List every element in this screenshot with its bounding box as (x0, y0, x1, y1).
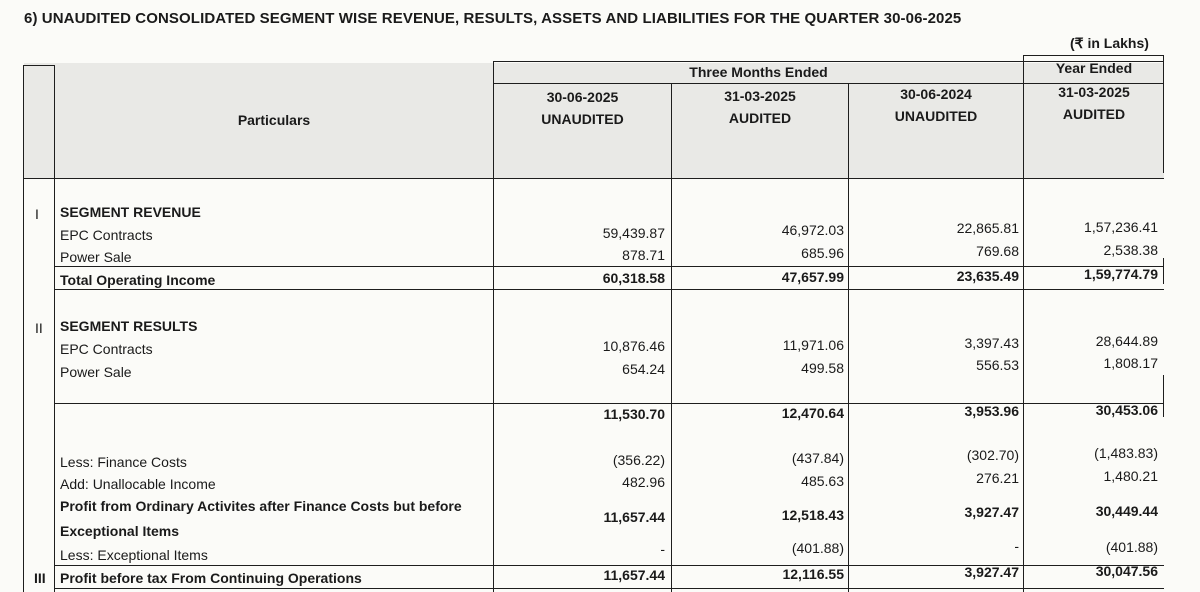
row-label: Power Sale (60, 364, 132, 380)
cell-value: 556.53 (976, 357, 1019, 373)
cell-value: 485.63 (801, 473, 844, 489)
cell-value: - (660, 541, 665, 557)
row-label: EPC Contracts (60, 227, 153, 243)
cell-value: 3,927.47 (964, 504, 1019, 520)
cell-value: 3,953.96 (964, 403, 1019, 419)
table-border-right (1163, 375, 1164, 417)
cell-value: 1,59,774.79 (1084, 266, 1158, 282)
section-number: II (35, 320, 43, 336)
cell-value: 10,876.46 (602, 338, 665, 354)
cell-value: 11,530.70 (603, 406, 665, 422)
row-label: Less: Finance Costs (60, 454, 187, 470)
cell-value: 11,657.44 (603, 509, 665, 525)
section-number: I (35, 206, 39, 222)
cell-value: 276.21 (976, 470, 1019, 486)
col-divider (54, 65, 55, 592)
section-heading: Profit before tax From Continuing Operations (60, 570, 362, 586)
year-ended-header: Year Ended (1055, 60, 1133, 76)
three-months-header: Three Months Ended (689, 64, 828, 80)
section-number: III (34, 570, 46, 586)
row-label: Profit from Ordinary Activites after Finance Costs but before (60, 498, 462, 514)
row-label: Total Operating Income (60, 272, 216, 288)
cell-value: 30,047.56 (1095, 563, 1158, 579)
cell-value: 22,865.81 (956, 220, 1019, 236)
cell-value: 685.96 (801, 245, 844, 261)
cell-value: (356.22) (612, 452, 665, 468)
cell-value: 12,470.64 (781, 405, 844, 421)
row-label: Less: Exceptional Items (60, 547, 208, 563)
table-border-left (23, 65, 24, 592)
column-date: 31-03-2025 (1058, 84, 1130, 100)
cell-value: 2,538.38 (1103, 242, 1158, 258)
row-line (23, 65, 55, 66)
row-line (54, 588, 1164, 589)
column-status: UNAUDITED (541, 111, 624, 127)
cell-value: 499.58 (801, 360, 844, 376)
cell-value: 12,116.55 (782, 566, 844, 582)
cell-value: - (1014, 538, 1019, 554)
row-line (54, 266, 1164, 267)
cell-value: 11,971.06 (782, 337, 844, 353)
row-line (1023, 55, 1164, 56)
cell-value: (302.70) (966, 447, 1019, 463)
cell-value: 482.96 (622, 474, 665, 490)
cell-value: 654.24 (622, 361, 665, 377)
cell-value: 60,318.58 (602, 270, 665, 286)
cell-value: 769.68 (976, 243, 1019, 259)
cell-value: 12,518.43 (781, 507, 844, 523)
section-heading: SEGMENT REVENUE (60, 204, 201, 220)
column-status: AUDITED (728, 110, 792, 126)
row-line (23, 178, 1164, 179)
column-date: 31-03-2025 (724, 88, 796, 104)
row-label-continued: Exceptional Items (60, 523, 180, 539)
cell-value: 30,453.06 (1095, 402, 1158, 418)
section-heading: SEGMENT RESULTS (60, 318, 198, 334)
row-label: Power Sale (60, 249, 132, 265)
cell-value: (1,483.83) (1094, 445, 1158, 461)
cell-value: (437.84) (791, 450, 844, 466)
cell-value: (401.88) (1105, 539, 1158, 555)
cell-value: 3,397.43 (964, 335, 1019, 351)
row-line (54, 289, 1164, 290)
cell-value: 1,57,236.41 (1084, 219, 1158, 235)
cell-value: 23,635.49 (956, 268, 1019, 284)
cell-value: 3,927.47 (964, 564, 1019, 580)
table-border-right (1163, 258, 1164, 284)
cell-value: 1,480.21 (1103, 468, 1158, 484)
column-date: 30-06-2024 (900, 86, 972, 102)
row-label: EPC Contracts (60, 341, 153, 357)
particulars-header: Particulars (237, 112, 311, 128)
cell-value: 28,644.89 (1095, 333, 1158, 349)
cell-value: 1,808.17 (1103, 355, 1158, 371)
units-label: (₹ in Lakhs) (1070, 35, 1149, 51)
column-date: 30-06-2025 (546, 89, 619, 105)
cell-value: (401.88) (791, 540, 844, 556)
cell-value: 11,657.44 (603, 567, 665, 583)
cell-value: 47,657.99 (781, 269, 844, 285)
page-title: 6) UNAUDITED CONSOLIDATED SEGMENT WISE REVENUE, RESULTS, ASSETS AND LIABILITIES FOR THE QUARTER 30-06-2025 (24, 10, 962, 27)
cell-value: 46,972.03 (781, 222, 844, 238)
cell-value: 878.71 (622, 247, 665, 263)
cell-value: 30,449.44 (1095, 503, 1158, 519)
column-status: UNAUDITED (894, 108, 978, 124)
cell-value: 59,439.87 (602, 225, 665, 241)
row-label: Add: Unallocable Income (60, 476, 216, 492)
column-status: AUDITED (1062, 106, 1126, 122)
